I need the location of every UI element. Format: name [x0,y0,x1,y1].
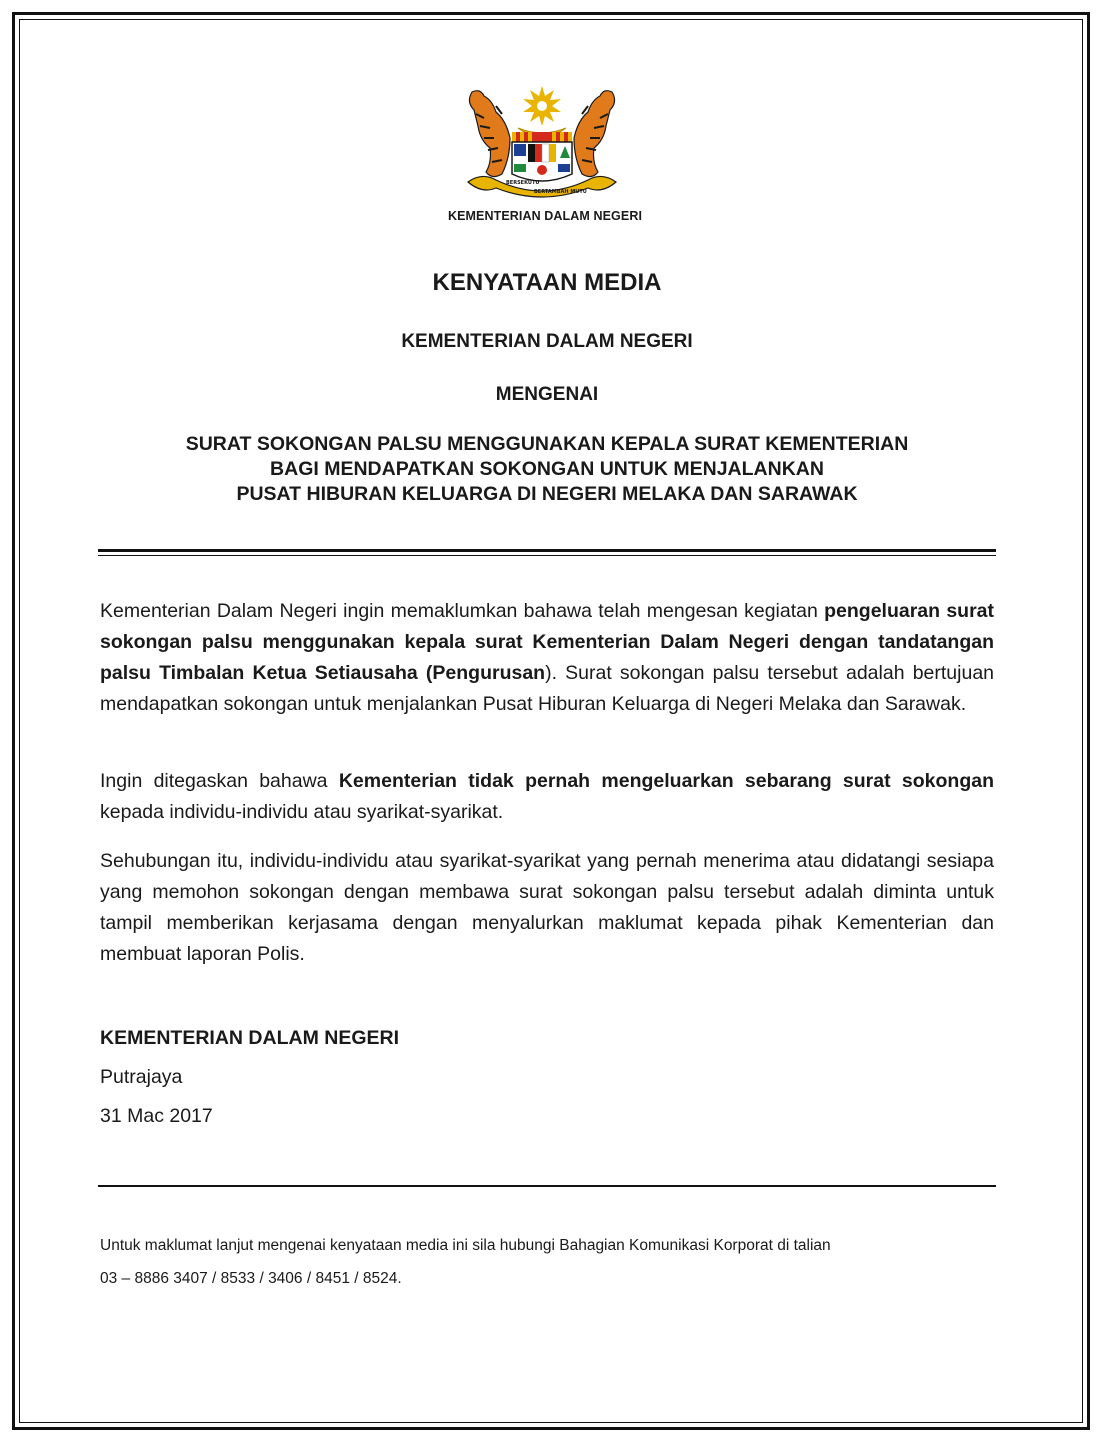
crest-caption: KEMENTERIAN DALAM NEGERI [447,209,643,223]
body-text: ). Surat sokongan palsu tersebut adalah bertujuan mendapatkan sokongan untuk menjalankan Pusat Hiburan Keluarga di Negeri Melaka dan Sarawak. [100,662,995,715]
footer-line: Untuk maklumat lanjut mengenai kenyataan media ini sila hubungi Bahagian Komunikasi Korporat di talian [100,1237,831,1254]
footer-phone-numbers: 03 – 8886 3407 / 8533 / 3406 / 8451 / 8524. [100,1270,402,1287]
subject-line: PUSAT HIBURAN KELUARGA DI NEGERI MELAKA DAN SARAWAK [236,483,858,505]
federal-star-icon [523,86,561,126]
tiger-left-icon [469,91,510,177]
signature-date: 31 Mac 2017 [100,1105,213,1127]
malaysia-coat-of-arms-icon [462,84,622,202]
footer-divider [98,1185,996,1187]
body-paragraph-2 [100,766,994,828]
signature-place: Putrajaya [100,1066,183,1088]
body-bold-text: pengeluaran surat sokongan palsu menggunakan kepala surat Kementerian Dalam Negeri dengan tandatangan palsu Timbalan Ketua Setiausaha (Pengurusan [100,600,995,684]
body-paragraph-3: Sehubungan itu, individu-individu atau syarikat-syarikat yang pernah menerima atau didatangi sesiapa yang memohon sokongan dengan membawa surat sokongan palsu tersebut adalah diminta untuk tampil memberikan kerjasama dengan menyalurkan maklumat kepada pihak Kementerian dan membuat laporan Polis. [100,850,994,965]
subject-line: BAGI MENDAPATKAN SOKONGAN UNTUK MENJALANKAN [270,458,824,480]
tiger-right-icon [574,91,615,177]
shield-icon [512,132,572,181]
issuer-heading: KEMENTERIAN DALAM NEGERI [401,331,693,352]
body-text: kepada individu-individu atau syarikat-syarikat. [100,801,504,823]
body-text: Kementerian Dalam Negeri ingin memaklumkan bahawa telah mengesan kegiatan [100,600,825,622]
document-border-inner [19,19,1083,1423]
svg-text:BERTAMBAH MUTU: BERTAMBAH MUTU [534,189,587,195]
footer-contact [100,1229,1000,1295]
body-text: Ingin ditegaskan bahawa [100,770,339,792]
body-bold-text: Kementerian tidak pernah mengeluarkan sebarang surat sokongan [338,770,994,792]
heading-divider-thin [98,555,996,556]
heading-divider-thick [98,549,996,552]
page-title: KENYATAAN MEDIA [432,269,662,296]
signature-organisation: KEMENTERIAN DALAM NEGERI [100,1027,400,1049]
subject-heading [100,432,994,507]
regarding-heading: MENGENAI [495,384,599,405]
body-paragraph-1 [100,596,994,720]
subject-line: SURAT SOKONGAN PALSU MENGGUNAKAN KEPALA SURAT KEMENTERIAN [185,433,909,455]
svg-text:BERSEKUTU: BERSEKUTU [506,180,540,186]
